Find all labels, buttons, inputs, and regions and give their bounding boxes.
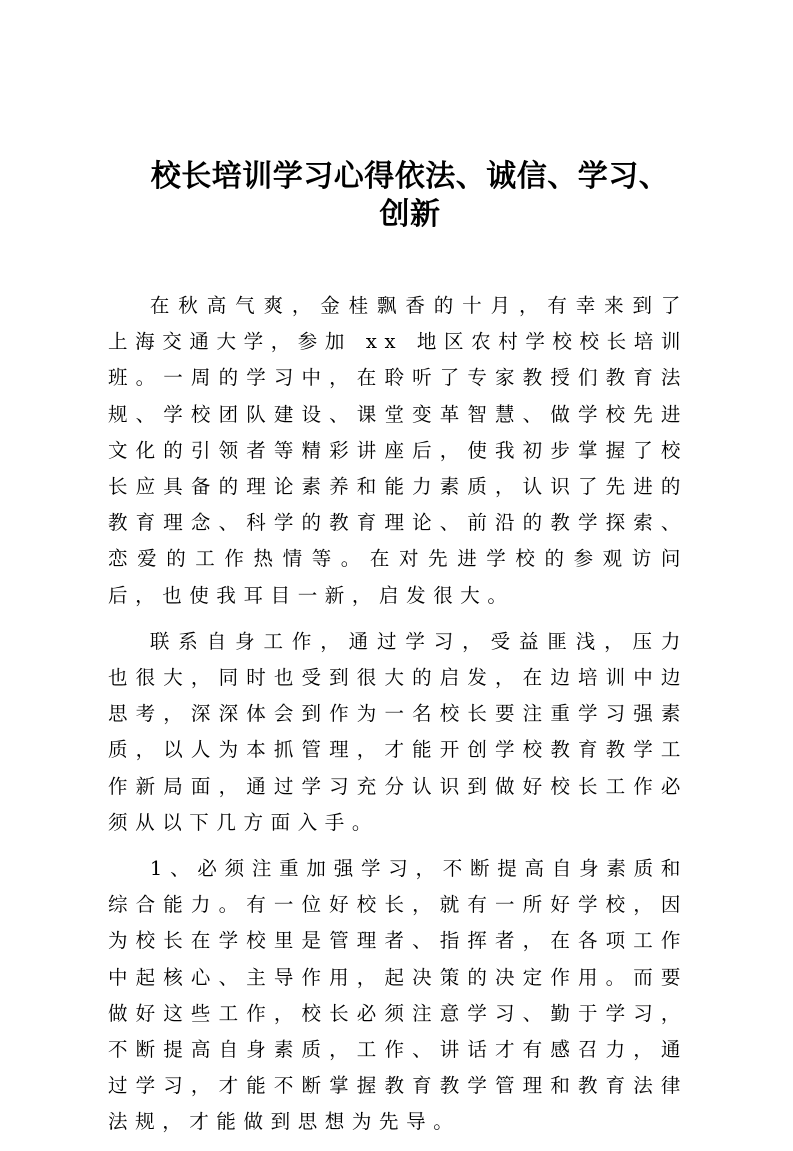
paragraph-reflection: 联系自身工作，通过学习，受益匪浅，压力也很大，同时也受到很大的启发，在边培训中边思考，深深体会到作为一名校长要注重学习强素质，以人为本抓管理，才能开创学校教育教学工作新局面，通过学习充分认识到做好校长工作必须从以下几方面入手。 (108, 629, 688, 834)
paragraph-point-1: 1、必须注重加强学习，不断提高自身素质和综合能力。有一位好校长，就有一所好学校，因为校长在学校里是管理者、指挥者，在各项工作中起核心、主导作用，起决策的决定作用。而要做好这些工作，校长必须注意学习、勤于学习，不断提高自身素质，工作、讲话才有感召力，通过学习，才能不断掌握教育教学管理和教育法律法规，才能做到思想为先导。 (108, 857, 688, 1134)
title-line-1: 校长培训学习心得依法、诚信、学习、 (150, 159, 670, 194)
paragraph-intro: 在秋高气爽，金桂飘香的十月，有幸来到了上海交通大学，参加 xx 地区农村学校校长培训班。一周的学习中，在聆听了专家教授们教育法规、学校团队建设、课堂变革智慧、做学校先进文化的引领者等精彩讲座后，使我初步掌握了校长应具备的理论素养和能力素质，认识了先进的教育理念、科学的教育理论、前沿的教学探索、恋爱的工作热情等。在对先进学校的参观访问后，也使我耳目一新，启发很大。 (108, 294, 688, 607)
document-body (108, 288, 688, 1151)
title-line-2: 创新 (379, 197, 441, 232)
document-title (100, 158, 720, 234)
